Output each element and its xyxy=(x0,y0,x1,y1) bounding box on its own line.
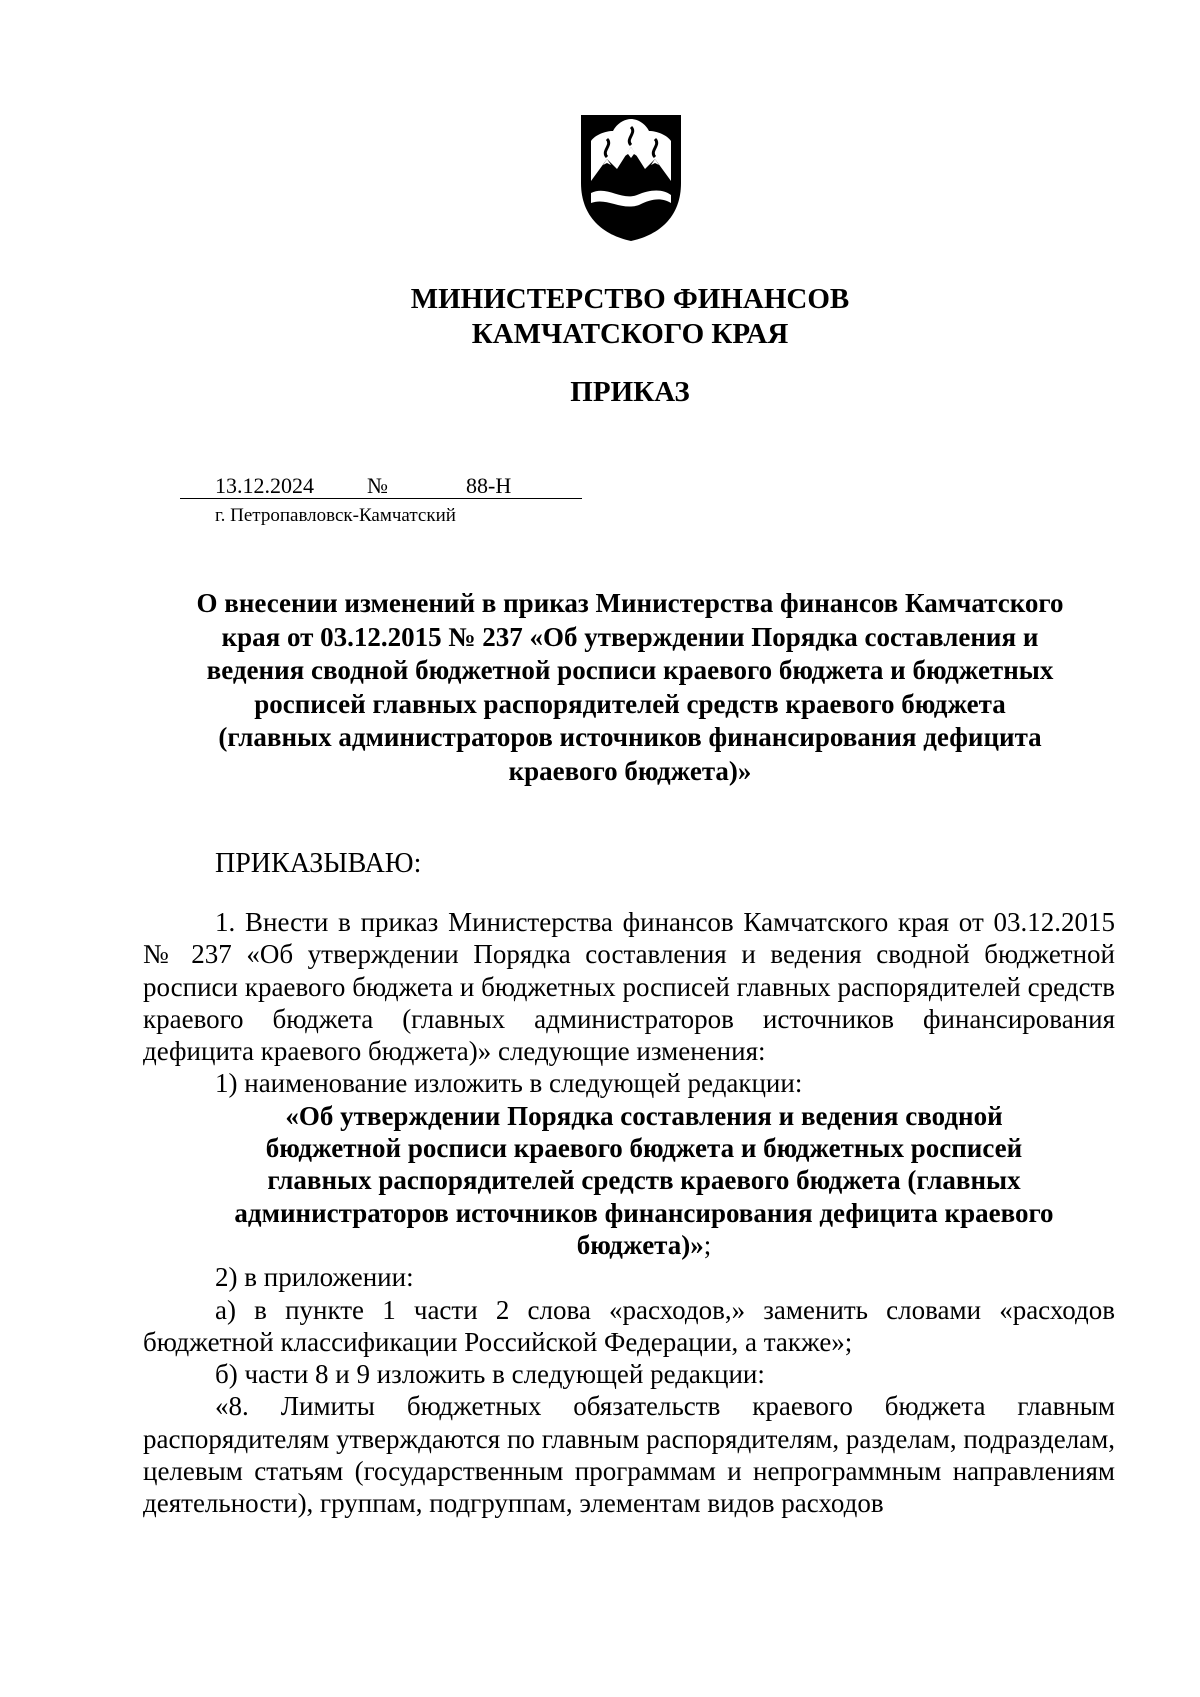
subject-line: ведения сводной бюджетной росписи краевого бюджета и бюджетных xyxy=(206,655,1054,685)
order-word: ПРИКАЗЫВАЮ: xyxy=(215,848,422,879)
kamchatka-emblem xyxy=(577,111,685,243)
paragraph-a: а) в пункте 1 части 2 слова «расходов,» заменить словами «расходов бюджетной классификации Российской Федерации, а также»; xyxy=(143,1294,1115,1357)
city: г. Петропавловск-Камчатский xyxy=(215,505,456,526)
paragraph-8: «8. Лимиты бюджетных обязательств краевого бюджета главным распорядителям утверждаются по главным распорядителям, разделам, подразделам, целевым статьям (государственным программам и непрограммным направлениям деятельности), группам, подгруппам, элементам видов расходов xyxy=(143,1391,1115,1519)
subject-line: О внесении изменений в приказ Министерства финансов Камчатского xyxy=(196,588,1064,618)
order-body xyxy=(143,906,1115,1520)
subject-line: (главных администраторов источников финансирования дефицита xyxy=(218,722,1042,752)
paragraph-title-change: 1) наименование изложить в следующей редакции: xyxy=(215,1068,803,1099)
quote-tail: ; xyxy=(703,1229,712,1260)
order-date: 13.12.2024 xyxy=(215,473,314,498)
quote-line: администраторов источников финансирования дефицита краевого xyxy=(234,1197,1054,1228)
ministry-name-line2: КАМЧАТСКОГО КРАЯ xyxy=(471,318,789,350)
meta-underline xyxy=(180,498,582,499)
quote-line-text: бюджета)» xyxy=(576,1229,704,1260)
quote-line: главных распорядителей средств краевого бюджета (главных xyxy=(267,1165,1021,1196)
subject-line: краевого бюджета)» xyxy=(508,755,752,786)
quote-line: бюджетной росписи краевого бюджета и бюджетных росписей xyxy=(265,1133,1023,1164)
document-type: ПРИКАЗ xyxy=(570,376,690,408)
order-number: 88-Н xyxy=(466,473,512,498)
quote-line-last xyxy=(223,1229,1065,1261)
subject-line: росписей главных распорядителей средств краевого бюджета xyxy=(254,688,1006,719)
ministry-name-line1: МИНИСТЕРСТВО ФИНАНСОВ xyxy=(410,283,850,315)
paragraph-1: 1. Внести в приказ Министерства финансов Камчатского края от 03.12.2015 № 237 «Об утверждении Порядка составления и ведения сводной бюджетной росписи краевого бюджета и бюджетных росписей главных распорядителей средств краевого бюджета (главных администраторов источников финансирования дефицита краевого бюджета)» следующие изменения: xyxy=(143,907,1115,1067)
new-title-quote xyxy=(143,1100,1115,1261)
number-sign: № xyxy=(367,473,388,498)
quote-line: «Об утверждении Порядка составления и ведения сводной xyxy=(285,1100,1003,1131)
paragraph-b: б) части 8 и 9 изложить в следующей редакции: xyxy=(215,1359,765,1390)
subject-line: края от 03.12.2015 № 237 «Об утверждении Порядка составления и xyxy=(221,621,1039,652)
paragraph-appendix: 2) в приложении: xyxy=(215,1262,414,1293)
order-subject xyxy=(160,587,1100,788)
